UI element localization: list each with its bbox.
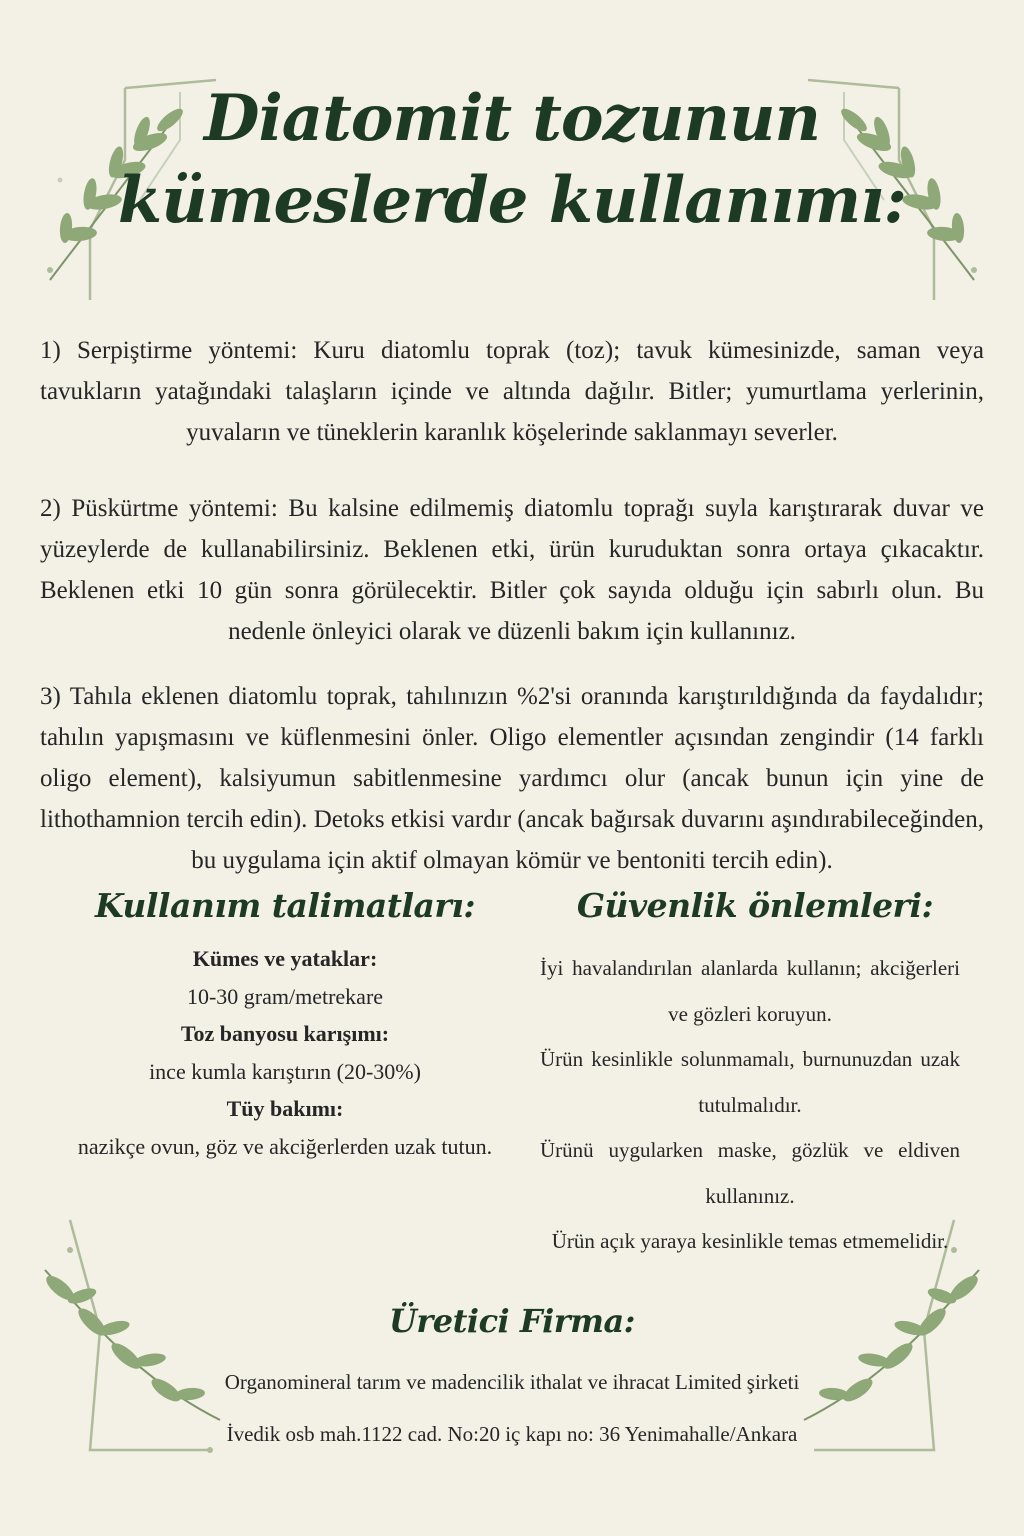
paragraph-spray-method: 2) Püskürtme yöntemi: Bu kalsine edilmemiş diatomlu toprağı suyla karıştırarak duvar ve yüzeylerde de kullanabilirsiniz. Beklenen etki, ürün kuruduktan sonra ortaya çıkacaktır. Beklenen etki 10 gün sonra görülecektir. Bitler çok sayıda olduğu için sabırlı olun. Bu nedenle önleyici olarak ve düzenli bakım için kullanınız. (40, 495, 984, 645)
page-title (0, 78, 1024, 242)
usage-heading: Toz banyosu karışımı: (180, 1021, 390, 1046)
manufacturer-title: Üretici Firma: (389, 1302, 635, 1340)
manufacturer-address: İvedik osb mah.1122 cad. No:20 iç kapı no: 36 Yenimahalle/Ankara (226, 1422, 798, 1446)
usage-value: ince kumla karıştırın (20-30%) (149, 1058, 421, 1084)
usage-heading: Kümes ve yataklar: (192, 946, 378, 971)
safety-item: Ürün açık yaraya kesinlikle temas etmemelidir. (551, 1229, 949, 1253)
manufacturer-name: Organomineral tarım ve madencilik ithalat ve ihracat Limited şirketi (224, 1370, 800, 1394)
paragraph-grain-mix: 3) Tahıla eklenen diatomlu toprak, tahılınızın %2'si oranında karıştırıldığında da faydalıdır; tahılın yapışmasını ve küflenmesini önler. Oligo elementler açısından zengindir (14 farklı oligo element), kalsiyumun sabitlenmesine yardımcı olur (ancak bunun için yine de lithothamnion tercih edin). Detoks etkisi vardır (ancak bağırsak duvarını aşındırabileceğinden, bu uygulama için aktif olmayan kömür ve bentoniti tercih edin). (40, 683, 984, 874)
usage-value: nazikçe ovun, göz ve akciğerlerden uzak tutun. (77, 1133, 493, 1159)
usage-instructions (60, 940, 510, 1165)
usage-section-title: Kullanım talimatları: (94, 886, 476, 925)
safety-section-title: Güvenlik önlemleri: (576, 886, 934, 925)
safety-item: Ürünü uygularken maske, gözlük ve eldiven kullanınız. (540, 1138, 960, 1208)
safety-item: Ürün kesinlikle solunmamalı, burnunuzdan uzak tutulmalıdır. (540, 1047, 960, 1117)
usage-heading: Tüy bakımı: (226, 1096, 344, 1121)
safety-item: İyi havalandırılan alanlarda kullanın; akciğerleri ve gözleri koruyun. (540, 956, 960, 1026)
title-line-2: kümeslerde kullanımı: (117, 163, 907, 238)
title-line-1: Diatomit tozunun (203, 81, 821, 156)
usage-value: 10-30 gram/metrekare (186, 983, 384, 1009)
safety-precautions (540, 946, 960, 1265)
paragraph-sprinkle-method: 1) Serpiştirme yöntemi: Kuru diatomlu toprak (toz); tavuk kümesinizde, saman veya tavukların yatağındaki talaşların içinde ve altında dağılır. Bitler; yumurtlama yerlerinin, yuvaların ve tüneklerin karanlık köşelerinde saklanmayı severler. (40, 337, 984, 446)
